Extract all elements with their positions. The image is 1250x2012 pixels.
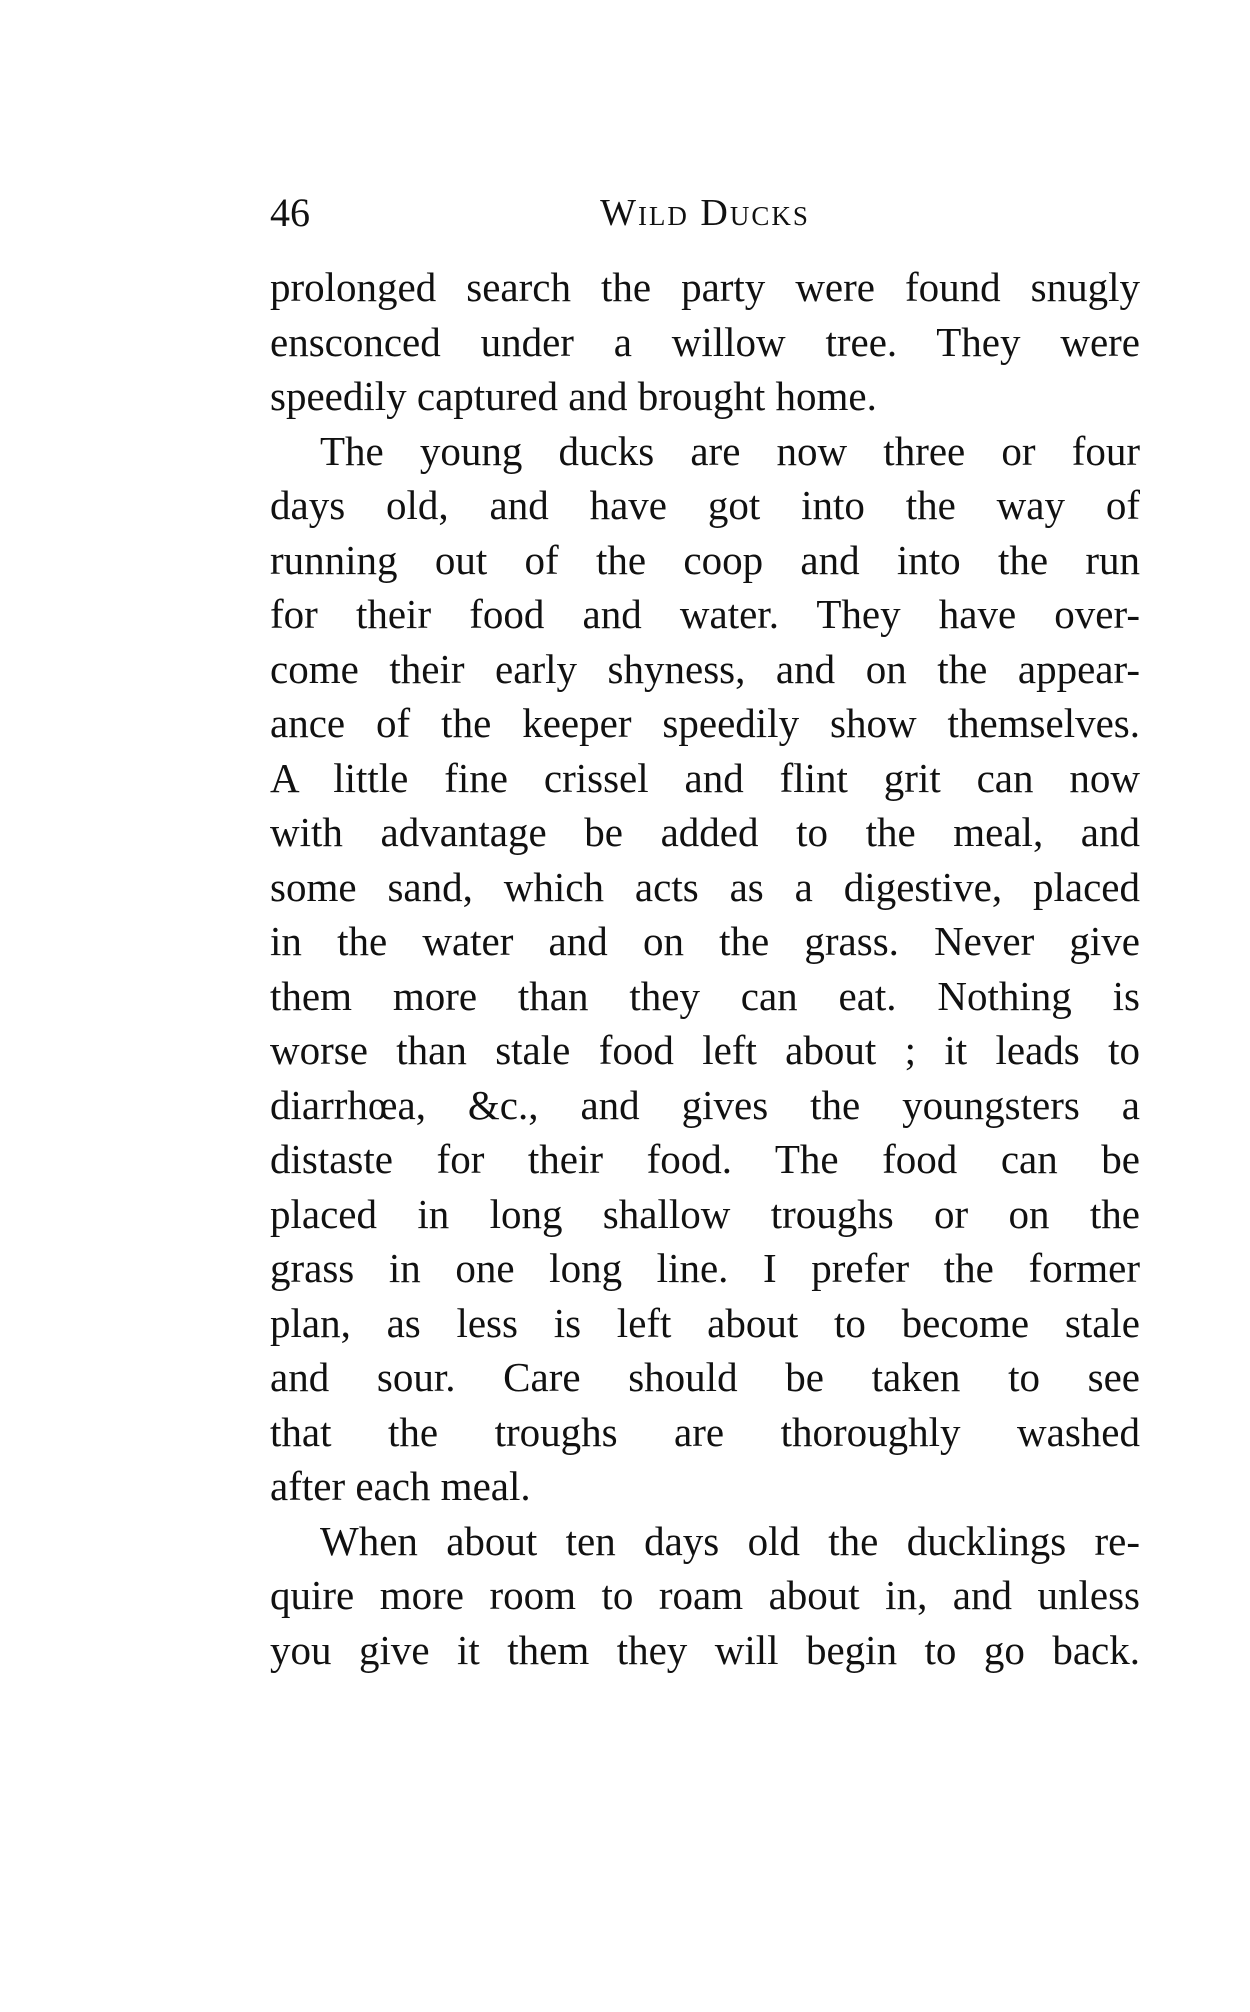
text-line: and sour. Care should be taken to see (270, 1354, 1140, 1400)
text-line: some sand, which acts as a digestive, placed (270, 863, 1140, 910)
page-number: 46 (270, 190, 310, 235)
text-line: for their food and water. They have over- (270, 591, 1140, 637)
text-line: placed in long shallow troughs or on the (270, 1190, 1140, 1237)
text-line: ance of the keeper speedily show themselves. (270, 700, 1140, 746)
text-line: A little fine crissel and flint grit can now (270, 754, 1140, 801)
text-line: them more than they can eat. Nothing is (270, 972, 1140, 1019)
page-header (270, 185, 1140, 241)
text-line: speedily captured and brought home. (270, 373, 877, 419)
text-line: in the water and on the grass. Never give (270, 918, 1140, 964)
text-line: you give it them they will begin to go back. (270, 1626, 1140, 1673)
text-line: with advantage be added to the meal, and (270, 809, 1140, 855)
text-line: quire more room to roam about in, and unless (270, 1572, 1140, 1618)
text-line: after each meal. (270, 1463, 531, 1509)
text-line: days old, and have got into the way of (270, 482, 1140, 528)
text-line: that the troughs are thoroughly washed (270, 1408, 1140, 1455)
text-line: come their early shyness, and on the appear- (270, 645, 1140, 692)
text-line: grass in one long line. I prefer the former (270, 1245, 1140, 1291)
text-line: prolonged search the party were found snugly (270, 264, 1140, 310)
body-text (270, 260, 1140, 1677)
text-line: When about ten days old the ducklings re- (320, 1517, 1140, 1564)
text-line: ensconced under a willow tree. They were (270, 318, 1140, 365)
text-line: The young ducks are now three or four (320, 427, 1140, 474)
text-line: distaste for their food. The food can be (270, 1136, 1140, 1182)
running-title: Wild Ducks (600, 192, 810, 234)
text-line: running out of the coop and into the run (270, 536, 1140, 583)
text-line: plan, as less is left about to become stale (270, 1299, 1140, 1346)
text-line: worse than stale food left about ; it leads to (270, 1027, 1140, 1073)
text-line: diarrhœa, &c., and gives the youngsters a (270, 1081, 1140, 1128)
